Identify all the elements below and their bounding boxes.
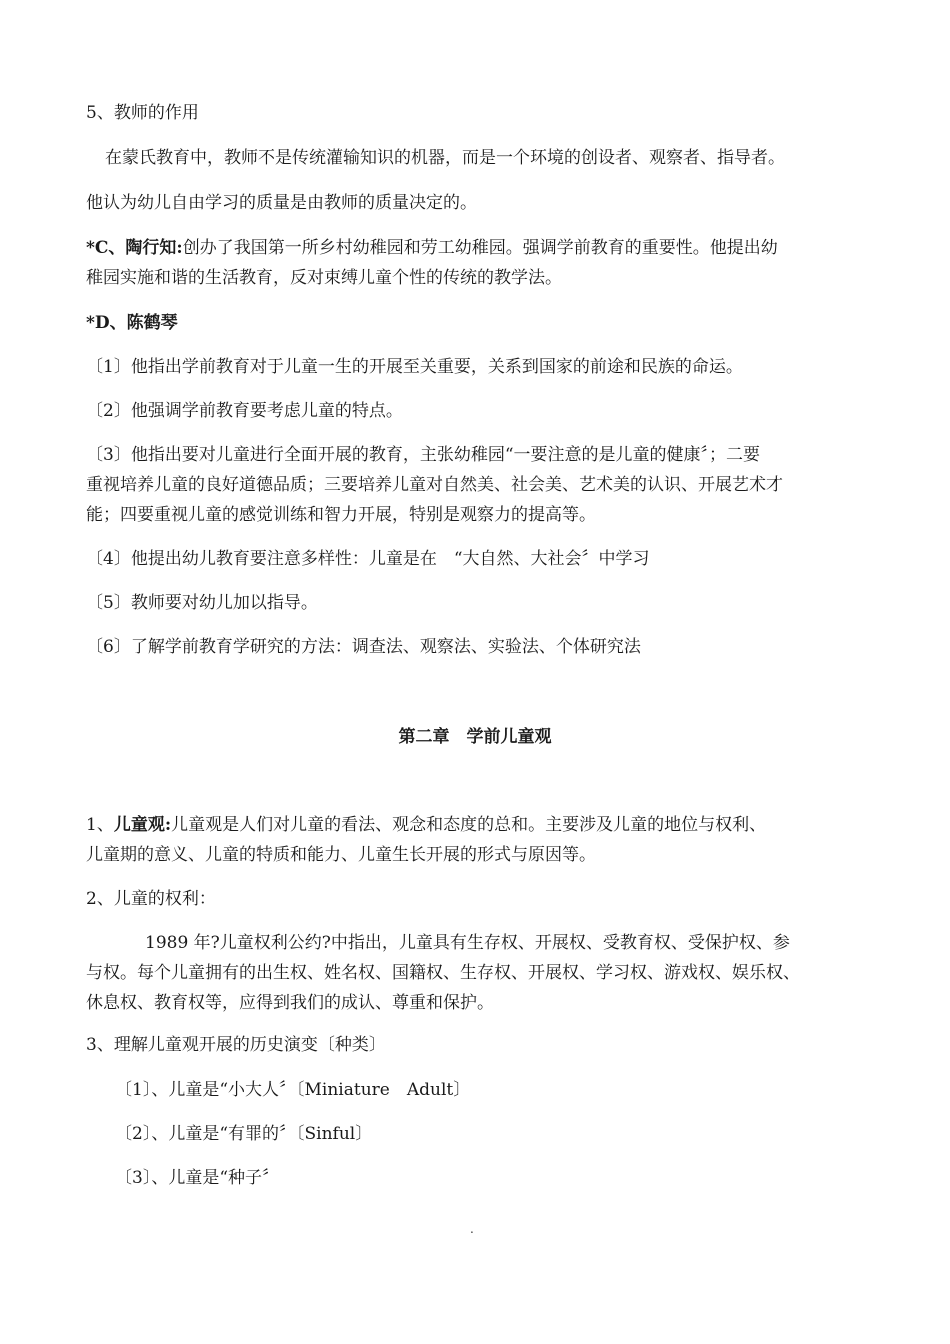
chen-item-2: 〔2〕他强调学前教育要考虑儿童的特点。 <box>86 401 403 421</box>
history-item-1: 〔1〕、儿童是“小大人〞〔Miniature Adult〕 <box>115 1080 471 1100</box>
chen-item-5: 〔5〕教师要对幼儿加以指导。 <box>86 593 318 613</box>
tao-xingzhi-line-1 <box>86 233 778 263</box>
tao-xingzhi-line-2: 稚园实施和谐的生活教育，反对束缚儿童个性的传统的教学法。 <box>86 268 562 288</box>
chen-item-6: 〔6〕了解学前教育学研究的方法：调查法、观察法、实验法、个体研究法 <box>86 637 641 657</box>
chen-heqin-heading: *D、陈鹤琴 <box>86 313 178 333</box>
tao-xingzhi-label: *C、陶行知: <box>86 238 183 258</box>
history-item-2: 〔2〕、儿童是“有罪的〞〔Sinful〕 <box>115 1124 373 1144</box>
child-rights-line-1: 1989 年?儿童权利公约?中指出，儿童具有生存权、开展权、受教育权、受保护权、参 <box>145 933 790 953</box>
chen-item-3-line-3: 能；四要重视儿童的感觉训练和智力开展，特别是观察力的提高等。 <box>86 505 596 525</box>
chapter-2-title: 第二章 学前儿童观 <box>398 727 552 747</box>
child-view-number: 1、 <box>86 815 114 835</box>
tao-xingzhi-text: 创办了我国第一所乡村幼稚园和劳工幼稚园。强调学前教育的重要性。他提出幼 <box>182 238 778 258</box>
teacher-role-line-1: 在蒙氏教育中，教师不是传统灌输知识的机器，而是一个环境的创设者、观察者、指导者。 <box>105 148 785 168</box>
history-heading: 3、理解儿童观开展的历史演变〔种类〕 <box>86 1035 386 1055</box>
chen-item-3-line-2: 重视培养儿童的良好道德品质；三要培养儿童对自然美、社会美、艺术美的认识、开展艺术才 <box>86 475 783 495</box>
child-rights-line-3: 休息权、教育权等，应得到我们的成认、尊重和保护。 <box>86 993 494 1013</box>
chen-item-1: 〔1〕他指出学前教育对于儿童一生的开展至关重要，关系到国家的前途和民族的命运。 <box>86 357 743 377</box>
child-rights-line-2: 与权。每个儿童拥有的出生权、姓名权、国籍权、生存权、开展权、学习权、游戏权、娱乐权、 <box>86 963 800 983</box>
child-view-line-2: 儿童期的意义、儿童的特质和能力、儿童生长开展的形式与原因等。 <box>86 845 596 865</box>
footer-mark: . <box>470 1222 474 1236</box>
chen-item-4: 〔4〕他提出幼儿教育要注意多样性：儿童是在 “大自然、大社会〞中学习 <box>86 549 650 569</box>
child-view-label: 儿童观: <box>113 815 172 835</box>
child-rights-heading: 2、儿童的权利： <box>86 889 216 909</box>
child-view-line-1 <box>86 810 766 840</box>
chen-item-3-line-1: 〔3〕他指出要对儿童进行全面开展的教育，主张幼稚园“一要注意的是儿童的健康〞；二要 <box>86 445 761 465</box>
teacher-role-line-2: 他认为幼儿自由学习的质量是由教师的质量决定的。 <box>86 193 477 213</box>
history-item-3: 〔3〕、儿童是“种子〞 <box>115 1168 280 1188</box>
teacher-role-heading: 5、教师的作用 <box>86 103 199 123</box>
child-view-text: 儿童观是人们对儿童的看法、观念和态度的总和。主要涉及儿童的地位与权利、 <box>171 815 767 835</box>
